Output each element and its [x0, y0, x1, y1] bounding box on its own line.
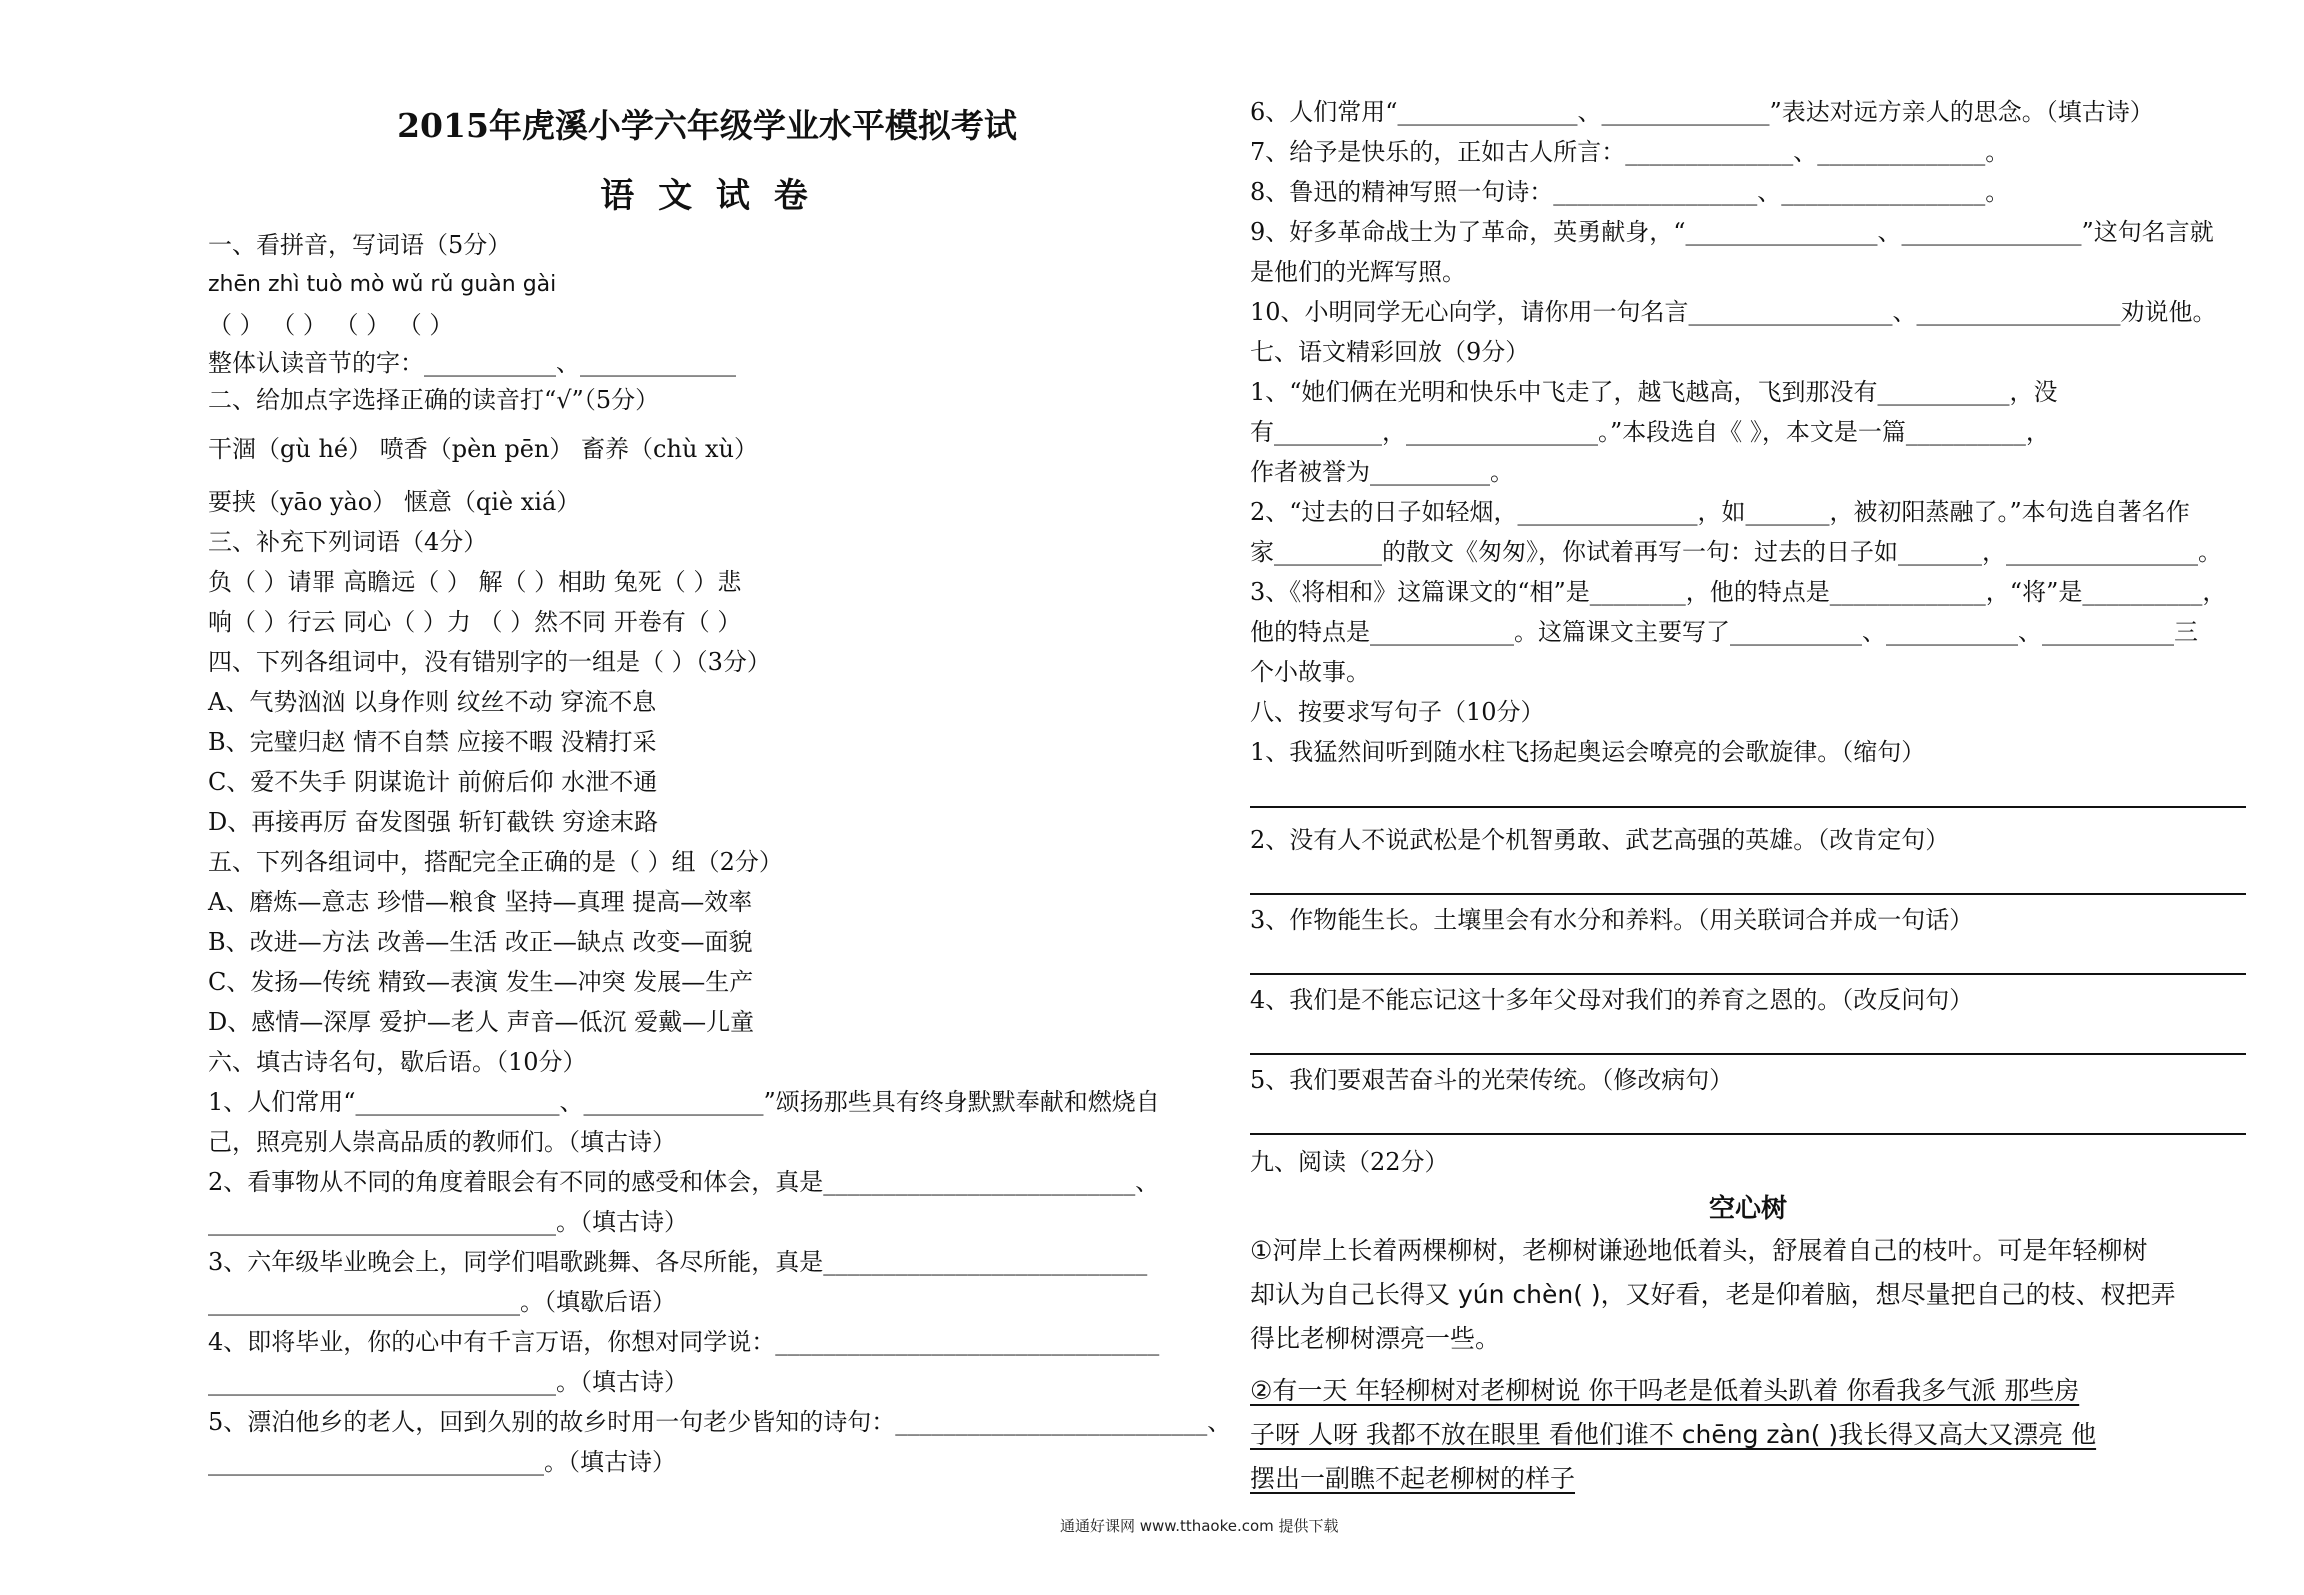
question-line: 是他们的光辉写照。: [1250, 258, 1466, 286]
option-line: A、气势汹汹 以身作则 纹丝不动 穿流不息: [208, 688, 657, 716]
answer-line: [1250, 1053, 2246, 1055]
section-heading: 六、填古诗名句，歇后语。（10分）: [208, 1048, 587, 1076]
question-line: 他的特点是____________。这篇课文主要写了___________、___________、___________三: [1250, 618, 2198, 646]
option-line: B、改进—方法 改善—生活 改正—缺点 改变—面貌: [208, 928, 753, 956]
question-line: 9、好多革命战士为了革命，英勇献身，“________________、_______________”这句名言就: [1250, 218, 2214, 246]
question-line: 5、漂泊他乡的老人，回到久别的故乡时用一句老少皆知的诗句：__________________________、: [208, 1408, 1232, 1436]
question-line: 作者被誉为__________。: [1250, 458, 1514, 486]
option-line: C、发扬—传统 精致—表演 发生—冲突 发展—生产: [208, 968, 754, 996]
passage-line: 却认为自己长得又 yún chèn( )，又好看，老是仰着脑，想尽量把自己的枝、杈把弄: [1250, 1280, 2176, 1309]
question-line: 家_________的散文《匆匆》，你试着再写一句：过去的日子如_______，________________。: [1250, 538, 2222, 566]
answer-line: [1250, 806, 2246, 808]
option-line: D、再接再厉 奋发图强 斩钉截铁 穷途末路: [208, 808, 659, 836]
question-line: 3、作物能生长。土壤里会有水分和养料。（用关联词合并成一句话）: [1250, 906, 1974, 934]
exam-title: 2015年虎溪小学六年级学业水平模拟考试: [397, 106, 1017, 145]
option-line: D、感情—深厚 爱护—老人 声音—低沉 爱戴—儿童: [208, 1008, 755, 1036]
question-line: 4、我们是不能忘记这十多年父母对我们的养育之恩的。（改反问句）: [1250, 986, 1974, 1014]
question-line: 5、我们要艰苦奋斗的光荣传统。（修改病句）: [1250, 1066, 1734, 1094]
section-heading: 七、语文精彩回放（9分）: [1250, 338, 1530, 366]
passage-title: 空心树: [1708, 1194, 1787, 1224]
section-heading: 三、补充下列词语（4分）: [208, 528, 488, 556]
footer-credit: 通通好课网 www.tthaoke.com 提供下载: [1060, 1517, 1339, 1535]
section-heading: 九、阅读（22分）: [1250, 1148, 1449, 1176]
section-heading: 五、下列各组词中，搭配完全正确的是（ ）组（2分）: [208, 848, 783, 876]
question-line: 3、《将相和》这篇课文的“相”是________，他的特点是_____________，“将”是__________，: [1250, 578, 2227, 606]
question-line: 整体认读音节的字：___________、_____________: [208, 349, 736, 377]
question-line: 8、鲁迅的精神写照一句诗：_________________、_________________。: [1250, 178, 2010, 206]
question-line: __________________________。（填歇后语）: [208, 1288, 676, 1316]
answer-brackets: （ ） （ ） （ ） （ ）: [208, 311, 454, 339]
question-line: 3、六年级毕业晚会上，同学们唱歌跳舞、各尽所能，真是___________________________: [208, 1248, 1148, 1276]
question-line: 干涸（gù hé） 喷香（pèn pēn） 畜养（chù xù）: [208, 435, 759, 463]
question-line: 2、“过去的日子如轻烟，_______________，如_______，被初阳蒸融了。”本句选自著名作: [1250, 498, 2190, 526]
question-line: 10、小明同学无心向学，请你用一句名言_________________、_________________劝说他。: [1250, 298, 2217, 326]
option-line: B、完璧归赵 情不自禁 应接不暇 没精打采: [208, 728, 657, 756]
pinyin-line: zhēn zhì tuò mò wǔ rǔ guàn gài: [208, 272, 557, 297]
passage-line: 摆出一副瞧不起老柳树的样子: [1250, 1464, 1576, 1493]
question-line: 1、“她们俩在光明和快乐中飞走了，越飞越高，飞到那没有___________，没: [1250, 378, 2058, 406]
section-heading: 二、给加点字选择正确的读音打“√”（5分）: [208, 386, 660, 414]
question-line: _____________________________。（填古诗）: [208, 1368, 688, 1396]
question-line: 6、人们常用“_______________、______________”表达对远方亲人的思念。（填古诗）: [1250, 98, 2154, 126]
question-line: _____________________________。（填古诗）: [208, 1208, 688, 1236]
question-line: 1、人们常用“_________________、_______________”颂扬那些具有终身默默奉献和燃烧自: [208, 1088, 1160, 1116]
passage-line: ②有一天 年轻柳树对老柳树说 你干吗老是低着头趴着 你看我多气派 那些房: [1250, 1376, 2080, 1405]
question-line: 1、我猛然间听到随水柱飞扬起奥运会嘹亮的会歌旋律。（缩句）: [1250, 738, 1926, 766]
passage-line: 子呀 人呀 我都不放在眼里 看他们谁不 chēng zàn( )我长得又高大又漂亮 他: [1250, 1420, 2097, 1449]
question-line: 4、即将毕业，你的心中有千言万语，你想对同学说：________________________________: [208, 1328, 1160, 1356]
option-line: C、爱不失手 阴谋诡计 前俯后仰 水泄不通: [208, 768, 658, 796]
exam-subtitle: 语 文 试 卷: [600, 176, 814, 216]
question-line: 要挟（yāo yào） 惬意（qiè xiá）: [208, 488, 581, 516]
question-line: 2、看事物从不同的角度着眼会有不同的感受和体会，真是__________________________、: [208, 1168, 1160, 1196]
answer-line: [1250, 1133, 2246, 1135]
question-line: 响（ ）行云 同心（ ）力 （ ）然不同 开卷有（ ）: [208, 608, 742, 636]
section-heading: 四、下列各组词中，没有错别字的一组是（ ）（3分）: [208, 648, 771, 676]
question-line: 7、给予是快乐的，正如古人所言：______________、______________。: [1250, 138, 2010, 166]
question-line: ____________________________。（填古诗）: [208, 1448, 676, 1476]
answer-line: [1250, 893, 2246, 895]
question-line: 负（ ）请罪 高瞻远（ ） 解（ ）相助 兔死（ ）悲: [208, 568, 742, 596]
answer-line: [1250, 973, 2246, 975]
section-heading: 八、按要求写句子（10分）: [1250, 698, 1545, 726]
question-line: 2、没有人不说武松是个机智勇敢、武艺高强的英雄。（改肯定句）: [1250, 826, 1950, 854]
question-line: 个小故事。: [1250, 658, 1370, 686]
passage-line: 得比老柳树漂亮一些。: [1250, 1324, 1501, 1353]
option-line: A、磨炼—意志 珍惜—粮食 坚持—真理 提高—效率: [208, 888, 753, 916]
question-line: 己，照亮别人崇高品质的教师们。（填古诗）: [208, 1128, 676, 1156]
question-line: 有_________，________________。”本段选自《 》，本文是一篇__________，: [1250, 418, 2050, 446]
question-line: 一、看拼音，写词语（5分）: [208, 231, 512, 259]
passage-line: ①河岸上长着两棵柳树，老柳树谦逊地低着头，舒展着自己的枝叶。可是年轻柳树: [1250, 1236, 2148, 1265]
